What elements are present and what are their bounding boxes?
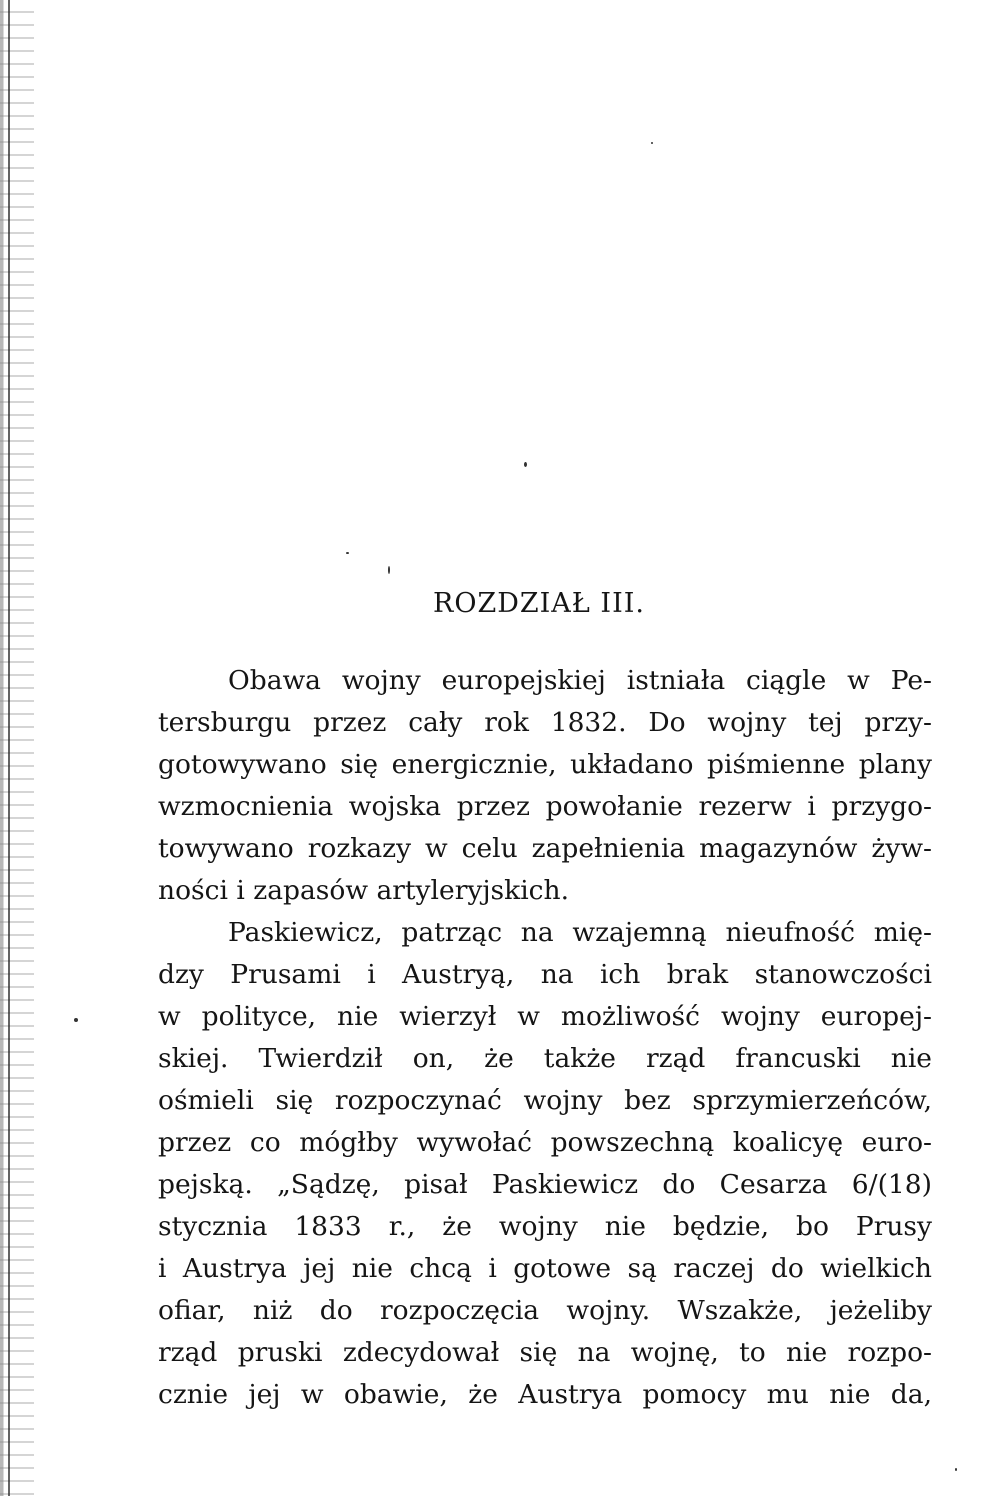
text-line: przez co mógłby wywołać powszechną koalicyę euro- bbox=[158, 1127, 932, 1158]
text-line: Obawa wojny europejskiej istniała ciągle w Pe- bbox=[228, 665, 932, 696]
text-line: skiej. Twierdził on, że także rząd francuski nie bbox=[158, 1043, 932, 1074]
text-line: ośmieli się rozpoczynać wojny bez sprzymierzeńców, bbox=[158, 1085, 932, 1116]
text-line: wzmocnienia wojska przez powołanie rezerw i przygo- bbox=[158, 791, 932, 822]
paragraph bbox=[158, 912, 932, 1416]
paragraph bbox=[158, 660, 932, 912]
scan-speck bbox=[955, 1468, 957, 1471]
text-line: towywano rozkazy w celu zapełnienia magazynów żyw- bbox=[158, 833, 932, 864]
text-line: ności i zapasów artyleryjskich. bbox=[158, 875, 570, 906]
scan-speck bbox=[74, 1018, 78, 1022]
binding-edge bbox=[0, 0, 34, 1496]
text-line: tersburgu przez cały rok 1832. Do wojny tej przy- bbox=[158, 707, 932, 738]
chapter-title: ROZDZIAŁ III. bbox=[432, 588, 646, 619]
text-line: w polityce, nie wierzył w możliwość wojny europej- bbox=[158, 1001, 932, 1032]
text-line: ofiar, niż do rozpoczęcia wojny. Wszakże, jeżeliby bbox=[158, 1295, 932, 1326]
text-line: gotowywano się energicznie, układano piśmienne plany bbox=[158, 749, 932, 780]
text-line: stycznia 1833 r., że wojny nie będzie, bo Prusy bbox=[158, 1211, 932, 1242]
binding-line bbox=[8, 0, 10, 1496]
text-line: dzy Prusami i Austryą, na ich brak stanowczości bbox=[158, 959, 932, 990]
body-text bbox=[158, 660, 932, 1416]
text-line: cznie jej w obawie, że Austrya pomocy mu nie da, bbox=[158, 1379, 932, 1410]
scan-speck bbox=[524, 462, 527, 467]
text-line: i Austrya jej nie chcą i gotowe są raczej do wielkich bbox=[158, 1253, 932, 1284]
scan-speck bbox=[346, 552, 349, 554]
scan-speck bbox=[651, 142, 653, 144]
scan-speck bbox=[388, 566, 390, 574]
text-line: Paskiewicz, patrząc na wzajemną nieufność mię- bbox=[228, 917, 932, 948]
text-line: rząd pruski zdecydował się na wojnę, to nie rozpo- bbox=[158, 1337, 932, 1368]
text-line: pejską. „Sądzę, pisał Paskiewicz do Cesarza 6/(18) bbox=[158, 1169, 932, 1200]
